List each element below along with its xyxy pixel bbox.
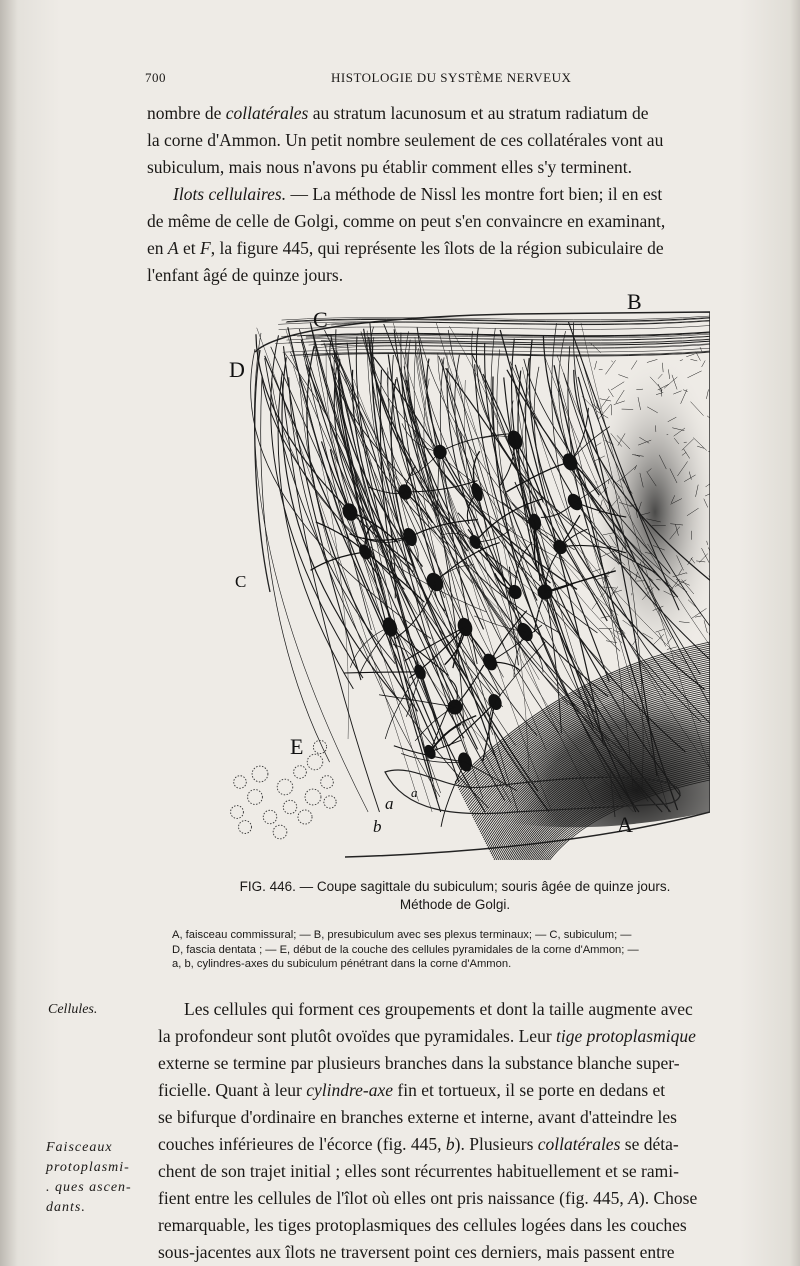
label-E: E — [290, 734, 304, 759]
figure-legend — [172, 928, 765, 972]
label-a: a — [385, 794, 394, 813]
paragraph-bottom — [158, 996, 780, 1266]
label-B: B — [627, 292, 642, 314]
legend-line: a, b, cylindres-axes du subiculum pénétrant dans la corne d'Ammon. — [172, 958, 512, 970]
plexus-fiber — [700, 347, 702, 353]
italic-term: collatérales — [225, 103, 309, 123]
granule-cell — [277, 779, 293, 795]
paragraph-line: sous-jacentes aux îlots ne traversent point ces derniers, mais passent entre — [158, 1242, 675, 1262]
page-header — [145, 66, 760, 88]
plexus-fiber — [612, 361, 613, 362]
caption-title: FIG. 446. — Coupe sagittale du subiculum; souris âgée de quinze jours. — [239, 879, 671, 894]
plexus-fiber — [702, 360, 706, 367]
italic-term: b — [445, 1134, 455, 1154]
italic-term: tige protoplasmique — [556, 1026, 696, 1046]
granule-cell — [307, 754, 323, 770]
label-C-left: C — [235, 572, 247, 591]
dendrite — [495, 642, 545, 702]
paragraph-line — [147, 181, 765, 208]
granule-cell — [248, 790, 263, 805]
plexus-fiber — [686, 354, 694, 357]
paragraph-line: la corne d'Ammon. Un petit nombre seulement de ces collatérales vont au — [147, 130, 664, 150]
italic-term: A — [628, 1188, 639, 1208]
neuron-drawing — [215, 292, 710, 860]
granule-cell — [305, 789, 321, 805]
plexus-fiber — [680, 360, 683, 361]
italic-term: collatérales — [537, 1134, 621, 1154]
fiber — [278, 372, 353, 689]
paragraph-line: la profondeur sont plutôt ovoïdes que pyramidales. Leur tige protoplasmique — [158, 1026, 696, 1046]
label-D: D — [229, 357, 245, 382]
plexus-fiber — [592, 601, 598, 609]
paragraph-line: ficielle. Quant à leur cylindre-axe fin et tortueux, il se porte en dedans et — [158, 1080, 666, 1100]
paragraph-line: chent de son trajet initial ; elles sont récurrentes habituellement et se rami- — [158, 1161, 679, 1181]
plexus-fiber — [706, 389, 708, 398]
dendrite — [459, 622, 490, 662]
paragraph-line: en A et F, la figure 445, qui représente les îlots de la région subiculaire de — [147, 238, 664, 258]
margin-note-line: dants. — [46, 1200, 86, 1215]
paragraph-line: remarquable, les tiges protoplasmiques des cellules logées dans les couches — [158, 1215, 687, 1235]
paragraph-line: fient entre les cellules de l'îlot où elles ont pris naissance (fig. 445, A). Chose — [158, 1188, 698, 1208]
figure-caption — [150, 878, 760, 914]
margin-note-line: Faisceaux — [46, 1140, 113, 1155]
margin-note-line: . ques ascen- — [46, 1180, 132, 1195]
paragraph-line: couches inférieures de l'écorce (fig. 445, b). Plusieurs collatérales se déta- — [158, 1134, 679, 1154]
granule-cell — [273, 825, 287, 839]
label-A: A — [617, 812, 633, 837]
italic-term: cylindre-axe — [306, 1080, 394, 1100]
label-b: b — [373, 817, 382, 836]
label-C-top: C — [313, 307, 328, 332]
paragraph-line: externe se termine par plusieurs branches dans la substance blanche super- — [158, 1053, 680, 1073]
paragraph-line: de même de celle de Golgi, comme on peut s'en convaincre en examinant, — [147, 211, 666, 231]
plexus-fiber — [595, 361, 597, 370]
paragraph-line: subiculum, mais nous n'avons pu établir comment elles s'y terminent. — [147, 157, 633, 177]
granule-cell — [298, 810, 312, 824]
granule-cell — [294, 766, 307, 779]
section-heading-ilots: Ilots cellulaires. — [173, 184, 287, 204]
granule-cluster — [231, 740, 337, 838]
granule-cell — [234, 776, 247, 789]
dendrite — [344, 672, 420, 673]
figure-446-illustration — [215, 292, 710, 860]
italic-term: A — [167, 238, 179, 258]
legend-line: D, fascia dentata ; — E, début de la couche des cellules pyramidales de la corne d'Ammon; — — [172, 943, 639, 956]
running-title: HISTOLOGIE DU SYSTÈME NERVEUX — [331, 70, 572, 85]
legend-line: A, faisceau commissural; — B, presubiculum avec ses plexus terminaux; — C, subiculum; — — [172, 929, 632, 941]
granule-cell — [283, 800, 296, 813]
paragraph-top — [147, 100, 765, 289]
margin-note-cellules: Cellules. — [48, 1002, 98, 1017]
dendrite — [570, 408, 588, 462]
granule-cell — [321, 776, 334, 789]
paragraph-line-text: — La méthode de Nissl les montre fort bien; il en est — [286, 184, 663, 204]
paragraph-line: Les cellules qui forment ces groupements et dont la taille augmente avec — [184, 999, 693, 1019]
plexus-fiber — [605, 360, 615, 374]
paragraph-line: se bifurque d'ordinaire en branches externe et interne, avant d'atteindre les — [158, 1107, 677, 1127]
granule-cell — [239, 821, 252, 834]
label-a-small: a — [411, 785, 418, 800]
paragraph-line: nombre de collatérales au stratum lacunosum et au stratum radiatum de — [147, 103, 649, 123]
caption-method: Méthode de Golgi. — [399, 897, 511, 912]
plexus-fiber — [690, 359, 697, 361]
tangential-fiber — [283, 348, 710, 352]
italic-term: F — [200, 238, 211, 258]
fiber — [261, 375, 330, 762]
margin-note-faisceaux — [46, 1138, 132, 1218]
granule-cell — [252, 766, 268, 782]
granule-cell — [263, 810, 277, 824]
page-number: 700 — [145, 70, 166, 85]
paragraph-line: l'enfant âgé de quinze jours. — [147, 265, 344, 285]
fiber — [440, 357, 559, 734]
granule-cell — [231, 806, 244, 819]
margin-note-line: protoplasmi- — [46, 1160, 130, 1175]
granule-cell — [324, 796, 336, 808]
fiber — [254, 333, 368, 812]
